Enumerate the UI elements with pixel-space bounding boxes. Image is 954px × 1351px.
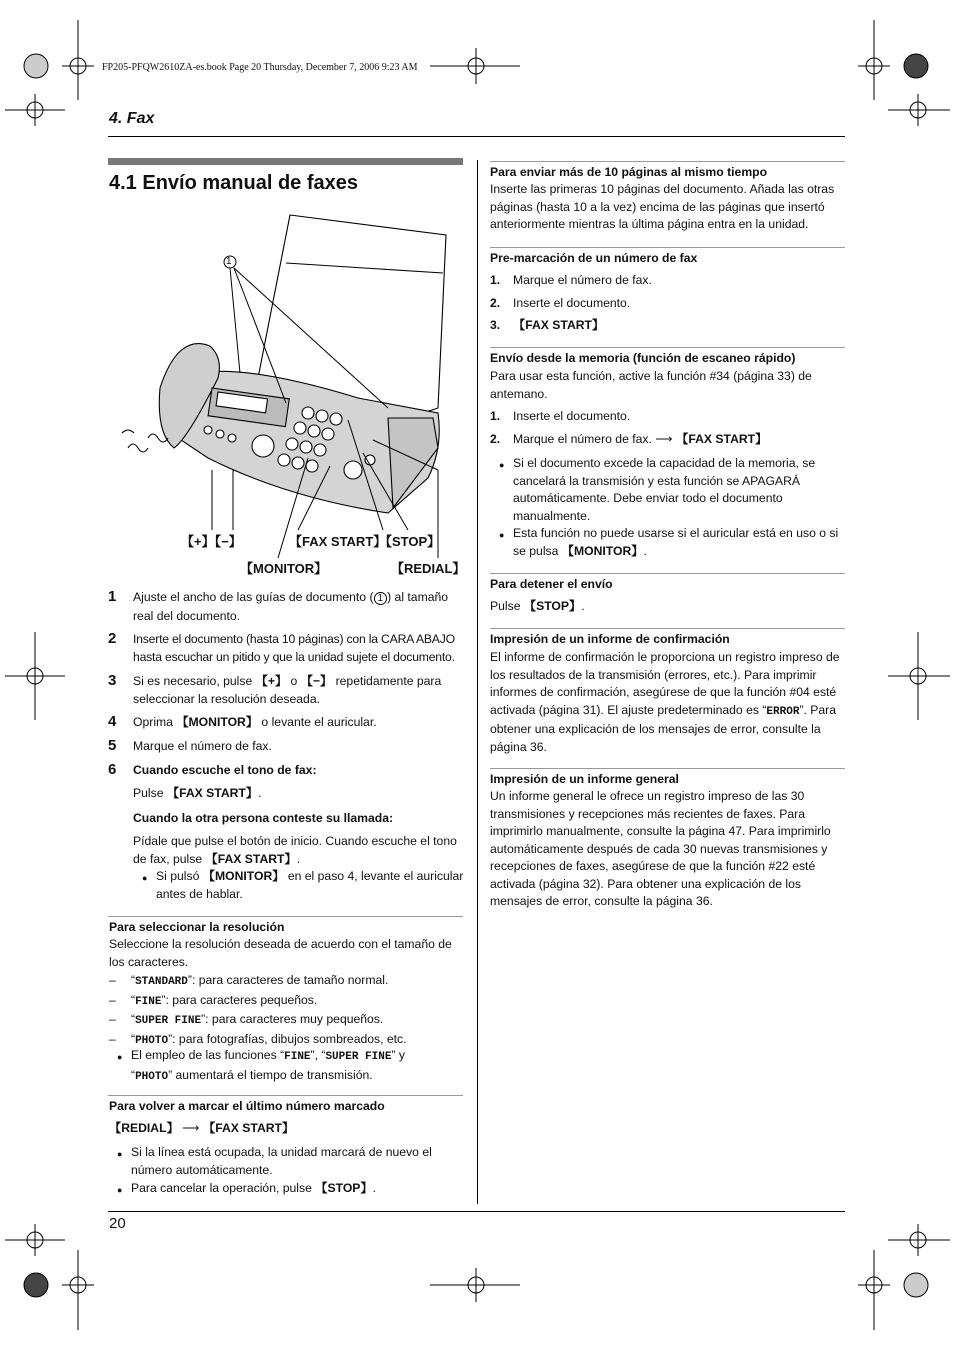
step-number: 5 [108,737,117,754]
more-pages-text: Inserte las primeras 10 páginas del documento. Añada las otras páginas (hasta 10 a la vez) encima de las páginas que insertó anteriormente mientras la última página entra en la unidad. [490,182,835,231]
step-heading: Cuando escuche el tono de fax: [133,763,317,777]
predial-item: 2. Inserte el documento. [490,296,631,310]
general-text: Un informe general le ofrece un registro impreso de las 30 transmisiones y recepciones más recientes de faxes. Para imprimirlo manualmente, consulte la página 47. Para imprimirlo automáticamente después de cada 30 nuevas transmisiones y recepciones de faxes, asegúrese de que la función #22 esté activada (página 32). Para obtener una explicación de los mensajes de error, consulte la página 36. [490,789,831,908]
fax-machine-illustration [108,208,466,578]
step-text: Pídale que pulse el botón de inicio. Cuando escuche el tono de fax, pulse 【 FAX START 】 . [133,833,463,868]
step-text: Si es necesario, pulse 【 + 】 o 【 − 】 repetidamente para seleccionar la resolución deseada. [133,673,463,708]
step-heading: Cuando la otra persona conteste su llamada: [133,811,394,825]
separator [108,1095,463,1096]
memory-bullet: ● Esta función no puede usarse si el auricular está en uso o si se pulsa 【 MONITOR 】 . [513,525,843,560]
resolution-note: ● El empleo de las funciones “FINE”, “SUPER FINE” y “PHOTO” aumentará el tiempo de transmisión. [131,1047,461,1086]
resolution-list: – “STANDARD”: para caracteres de tamaño normal. – “FINE”: para caracteres pequeños. – “SUPER FINE”: para caracteres muy pequeños. – “PHOTO”: para fotografías, dibujos sombreados, etc. [109,973,407,1047]
header-rule [108,136,845,137]
separator [490,573,845,574]
redial-bullet: ● Para cancelar la operación, pulse 【 STOP 】 . [131,1180,461,1198]
callout-number: 1 [226,256,232,267]
label-monitor: 【MONITOR】 [240,561,328,576]
page-title: 4.1 Envío manual de faxes [109,172,358,194]
confirmation-heading: Impresión de un informe de confirmación [490,632,730,646]
separator [490,628,845,629]
stop-text: Pulse 【 STOP 】 . [490,598,585,616]
memory-heading: Envío desde la memoria (función de escaneo rápido) [490,351,796,365]
step-number: 2 [108,630,117,647]
step-text: Pulse 【 FAX START 】 . [133,785,463,803]
title-bar [108,158,463,165]
label-fax-start: 【FAX START】 [289,534,387,549]
step-number: 6 [108,761,117,778]
step-text: Marque el número de fax. [133,739,272,753]
resolution-intro: Seleccione la resolución deseada de acuerdo con el tamaño de los caracteres. [109,937,452,969]
separator [490,768,845,769]
step-number: 3 [108,672,117,689]
redial-heading: Para volver a marcar el último número marcado [109,1099,385,1113]
step-number: 4 [108,713,117,730]
separator [490,247,845,248]
footer-rule [108,1211,845,1212]
memory-item: 2. Marque el número de fax. ⟶ 【 FAX START 】 [490,431,767,449]
general-heading: Impresión de un informe general [490,772,679,786]
memory-intro: Para usar esta función, active la función #34 (página 33) de antemano. [490,369,812,401]
step-text: Oprima 【 MONITOR 】 o levante el auricular. [133,714,463,732]
predial-heading: Pre-marcación de un número de fax [490,251,698,265]
page-number: 20 [109,1215,126,1232]
memory-item: 1. Inserte el documento. [490,409,631,423]
step-text: Inserte el documento (hasta 10 páginas) con la CARA ABAJO hasta escuchar un pitido y que la unidad sujete el documento. [133,632,455,664]
section-tag: 4. Fax [109,110,155,127]
stop-heading: Para detener el envío [490,577,613,591]
separator [108,916,463,917]
step-text: Ajuste el ancho de las guías de documento ( 1 ) al tamaño real del documento. [133,590,449,623]
confirmation-text: El informe de confirmación le proporciona un registro impreso de los resultados de la transmisión (errores, etc.). Para imprimir informes de confirmación, asegúrese de que la función #04 esté activada (página 31). El ajuste predeterminado es “ERROR”. Para obtener una explicación de los mensajes de error, consulte la página 36. [490,650,840,754]
separator [490,347,845,348]
column-divider [477,160,478,1204]
bullet-note: ● Si pulsó 【 MONITOR 】 en el paso 4, levante el auricular antes de hablar. [156,868,464,903]
predial-item: 1. Marque el número de fax. [490,273,652,287]
predial-item: 3.【 FAX START 】 [490,317,604,335]
resolution-heading: Para seleccionar la resolución [109,920,285,934]
print-info: FP205-PFQW2610ZA-es.book Page 20 Thursday, December 7, 2006 9:23 AM [102,62,418,73]
redial-bullet: ● Si la línea está ocupada, la unidad marcará de nuevo el número automáticamente. [131,1144,461,1179]
separator [490,161,845,162]
label-plus-minus: 【+】【−】 [181,534,242,549]
memory-bullet: ● Si el documento excede la capacidad de la memoria, se cancelará la transmisión y esta función se APAGARÁ automáticamente. Debe enviar todo el documento manualmente. [513,455,843,525]
label-stop: 【STOP】 [379,534,441,549]
label-redial: 【REDIAL】 [391,561,466,576]
redial-sequence: 【 REDIAL 】 ⟶ 【 FAX START 】 [109,1120,294,1138]
step-number: 1 [108,588,117,605]
more-pages-heading: Para enviar más de 10 páginas al mismo tiempo [490,165,768,179]
